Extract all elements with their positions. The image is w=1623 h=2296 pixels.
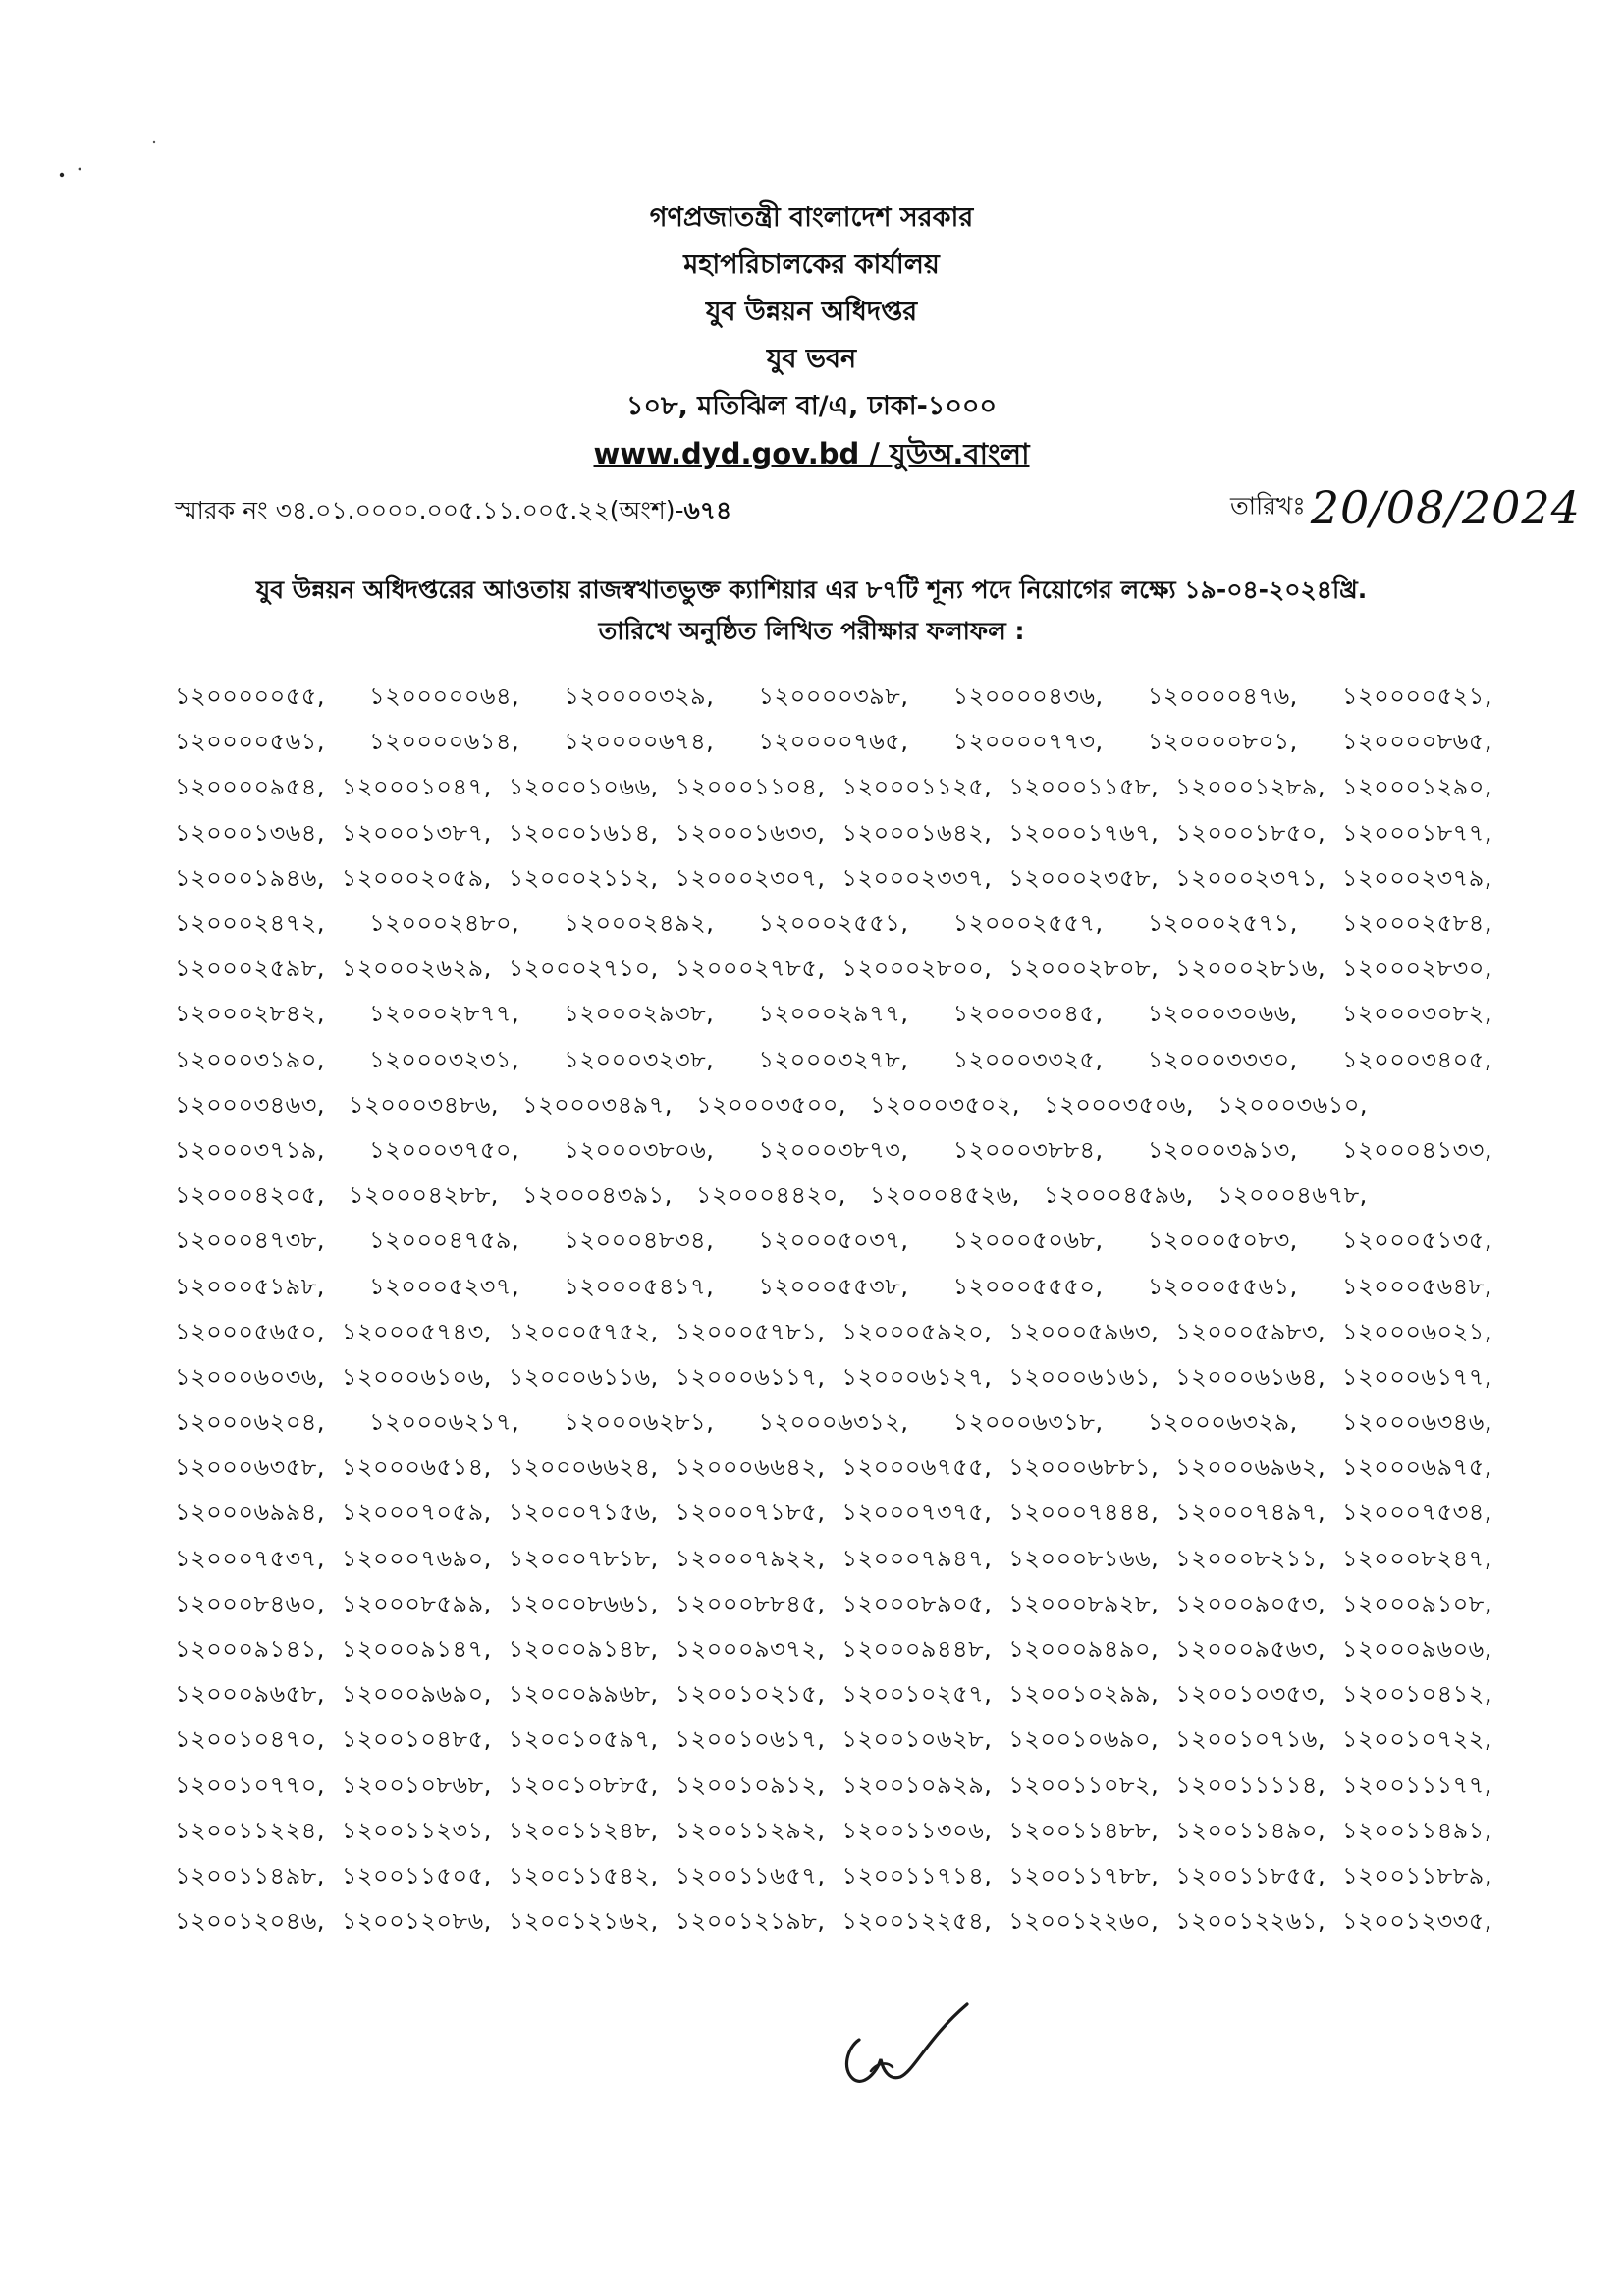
roll-number: ১২০০০৫০৮৩,	[1147, 1227, 1298, 1255]
handwritten-date: 20/08/2024	[1310, 481, 1581, 534]
office-address: ১০৮, মতিঝিল বা/এ, ঢাকা-১০০০	[625, 391, 998, 421]
result-row	[175, 1265, 1492, 1310]
date-label: তারিখঃ	[1230, 491, 1306, 520]
roll-number: ১২০০০৭৪৪৪,	[1008, 1499, 1160, 1527]
roll-number: ১২০০১১২৩১,	[341, 1816, 492, 1844]
roll-number: ১২০০১০৯২৯,	[841, 1771, 993, 1799]
roll-number: ১২০০০৭৩৭৫,	[841, 1499, 993, 1527]
result-row	[175, 902, 1492, 948]
roll-number: ১২০০০৬০২১,	[1341, 1317, 1492, 1345]
roll-number: ১২০০১২০৪৬,	[175, 1907, 325, 1936]
roll-number: ১২০০০১১৫৮,	[1008, 773, 1160, 801]
result-row	[175, 1175, 1492, 1220]
roll-number: ১২০০০৬৩১২,	[758, 1408, 909, 1437]
result-row	[175, 1039, 1492, 1084]
signature	[820, 1998, 1006, 2097]
roll-number: ১২০০১১৫৪২,	[508, 1861, 659, 1889]
roll-number: ১২০০০০৩৯৮,	[758, 683, 909, 711]
roll-number: ১২০০০২৫৯৮,	[175, 955, 325, 983]
roll-number: ১২০০০৭৬৯০,	[341, 1544, 492, 1572]
roll-number: ১২০০০২৭৮৫,	[675, 955, 826, 983]
notice-title	[147, 570, 1476, 652]
roll-number: ১২০০০৫৫৩৮,	[758, 1272, 909, 1300]
roll-number: ১২০০০২৮৩০,	[1341, 955, 1492, 983]
roll-number: ১২০০০০৬১৪,	[369, 728, 520, 756]
roll-number: ১২০০০৬২৮১,	[564, 1408, 715, 1437]
result-row	[175, 1628, 1492, 1673]
roll-number: ১২০০১০২৫৭,	[841, 1680, 993, 1709]
roll-number: ১২০০০৩০৬৬,	[1147, 1000, 1298, 1028]
roll-number: ১২০০০০৭৬৫,	[758, 728, 909, 756]
roll-number: ১২০০০২৫৫১,	[758, 909, 909, 938]
roll-number: ১২০০০২৩০৭,	[675, 863, 826, 892]
roll-number: ১২০০১০৮৮৫,	[508, 1771, 659, 1799]
result-row	[175, 1673, 1492, 1719]
roll-number: ১২০০০৮৯০৫,	[841, 1589, 993, 1617]
government-name: গণপ্রজাতন্ত্রী বাংলাদেশ সরকার	[649, 202, 974, 233]
roll-number: ১২০০০১৬১৪,	[508, 818, 659, 847]
roll-number: ১২০০০৩১৯০,	[175, 1045, 325, 1073]
roll-number: ১২০০০২৪৮০,	[369, 909, 520, 938]
office-header	[0, 194, 1623, 477]
roll-number: ১২০০০০৮০১,	[1147, 728, 1298, 756]
roll-number: ১২০০০৫৫৫০,	[952, 1272, 1104, 1300]
roll-number: ১২০০০০৭৭৩,	[952, 728, 1104, 756]
roll-number: ১২০০০৬১৬৪,	[1175, 1362, 1326, 1391]
roll-number: ১২০০০২৮১৬,	[1175, 955, 1326, 983]
roll-number: ১২০০১১৭৮৮,	[1008, 1861, 1160, 1889]
roll-number: ১২০০১০৬৯০,	[1008, 1725, 1160, 1754]
memo-row	[175, 481, 1581, 540]
result-row	[175, 948, 1492, 993]
roll-number: ১২০০০৩৫০২,	[870, 1090, 1021, 1119]
roll-number: ১২০০০৯১৪১,	[175, 1635, 325, 1664]
roll-number: ১২০০০৭১৫৬,	[508, 1499, 659, 1527]
office-name: মহাপরিচালকের কার্যালয়	[683, 249, 940, 280]
roll-number: ১২০০১১৪৯১,	[1342, 1816, 1492, 1844]
roll-number: ১২০০০৬১২৭,	[841, 1362, 993, 1391]
roll-number: ১২০০১২০৮৬,	[341, 1907, 492, 1936]
roll-number: ১২০০০০০৫৫,	[175, 683, 325, 711]
roll-number: ১২০০০৬৬২৪,	[508, 1453, 659, 1482]
roll-number: ১২০০০৪১৩৩,	[1342, 1135, 1492, 1164]
roll-number: ১২০০০১০৪৭,	[341, 773, 492, 801]
roll-number: ১২০০১০৫৯৭,	[508, 1725, 659, 1754]
roll-number: ১২০০১১৬৫৭,	[675, 1861, 826, 1889]
roll-number: ১২০০০৩৮৭৩,	[758, 1135, 909, 1164]
roll-number: ১২০০০০৫২১,	[1341, 683, 1492, 711]
roll-number: ১২০০০৩২৩৮,	[564, 1045, 715, 1073]
roll-number: ১২০০০২৫৮৪,	[1342, 909, 1492, 938]
roll-number: ১২০০০২৮০৮,	[1008, 955, 1160, 983]
roll-number: ১২০০০৯৪৪৮,	[841, 1635, 993, 1664]
roll-number: ১২০০১২৩৩৫,	[1341, 1907, 1492, 1936]
roll-number: ১২০০০২৫৭১,	[1147, 909, 1298, 938]
memo-reference	[175, 491, 731, 533]
roll-number: ১২০০০৩৩২৫,	[952, 1045, 1104, 1073]
result-row	[175, 1492, 1492, 1537]
roll-number: ১২০০০৩৮০৬,	[564, 1135, 715, 1164]
roll-number: ১২০০১০৯১২,	[675, 1771, 826, 1799]
roll-number: ১২০০০৬৩৪৬,	[1341, 1408, 1492, 1437]
roll-number: ১২০০০৪৭৩৮,	[175, 1227, 325, 1255]
roll-number: ১২০০০৭৫৩৪,	[1341, 1499, 1492, 1527]
roll-number: ১২০০০৭০৫৯,	[341, 1499, 492, 1527]
roll-number: ১২০০১২১৯৮,	[675, 1907, 826, 1936]
roll-number: ১২০০০৯৩৭২,	[675, 1635, 826, 1664]
roll-number: ১২০০০২৮০০,	[841, 955, 993, 983]
notice-title-line-2: তারিখে অনুষ্ঠিত লিখিত পরীক্ষার ফলাফল :	[598, 617, 1025, 645]
roll-number: ১২০০০৬৩১৮,	[952, 1408, 1104, 1437]
date-block	[1230, 481, 1581, 534]
roll-number: ১২০০১১৪৯০,	[1175, 1816, 1326, 1844]
result-row	[175, 1765, 1492, 1810]
roll-number: ১২০০১০৩৫৩,	[1175, 1680, 1326, 1709]
roll-number: ১২০০০৩৯১৩,	[1147, 1135, 1298, 1164]
roll-number: ১২০০০০৪৭৬,	[1147, 683, 1298, 711]
roll-number: ১২০০১০৪৮৫,	[341, 1725, 492, 1754]
roll-number: ১২০০১০৭৭০,	[175, 1771, 326, 1799]
roll-number: ১২০০০৩৩৩০,	[1147, 1045, 1298, 1073]
roll-number: ১২০০০৯৫৬৩,	[1175, 1635, 1326, 1664]
memo-number: ৬৭৪	[683, 496, 732, 524]
roll-number: ১২০০০৮৬৬১,	[508, 1589, 659, 1617]
result-row	[175, 1129, 1492, 1175]
roll-number: ১২০০০২৭১০,	[508, 955, 659, 983]
roll-number: ১২০০০২৯৩৮,	[564, 1000, 715, 1028]
roll-number: ১২০০১০২৯৯,	[1008, 1680, 1160, 1709]
result-row	[175, 1311, 1492, 1356]
roll-number: ১২০০০৫৯৬৩,	[1008, 1317, 1160, 1345]
roll-number: ১২০০০৬০৩৬,	[175, 1362, 326, 1391]
roll-number: ১২০০১০৭২২,	[1341, 1725, 1492, 1754]
result-row	[175, 1084, 1492, 1129]
roll-number: ১২০০০৫৭৮১,	[675, 1317, 826, 1345]
roll-number: ১২০০০৫১৯৮,	[175, 1272, 325, 1300]
roll-number: ১২০০১২২৬০,	[1008, 1907, 1160, 1936]
roll-number: ১২০০০৬১১৬,	[508, 1362, 659, 1391]
roll-number: ১২০০০৪২০৫,	[175, 1181, 325, 1210]
result-row	[175, 1583, 1492, 1628]
roll-number: ১২০০১০৮৬৮,	[341, 1771, 492, 1799]
roll-number: ১২০০০৮২৪৭,	[1341, 1544, 1492, 1572]
roll-number: ১২০০১১০৮২,	[1008, 1771, 1160, 1799]
roll-number: ১২০০০৮৪৬০,	[175, 1589, 325, 1617]
roll-number: ১২০০০৫২৩৭,	[369, 1272, 520, 1300]
roll-number: ১২০০০২০৫৯,	[341, 863, 492, 892]
roll-number: ১২০০০৩৫০০,	[695, 1090, 846, 1119]
roll-number: ১২০০১১২৯২,	[675, 1816, 826, 1844]
roll-number: ১২০০০২৩৩৭,	[841, 863, 993, 892]
roll-number: ১২০০০১৩৬৪,	[175, 818, 325, 847]
roll-number: ১২০০১১৮৫৫,	[1175, 1861, 1326, 1889]
roll-number: ১২০০০১৯৪৬,	[175, 863, 325, 892]
roll-number: ১২০০০১১২৫,	[841, 773, 993, 801]
roll-number: ১২০০০৯৯৬৮,	[508, 1680, 659, 1709]
result-row	[175, 1401, 1492, 1447]
roll-number: ১২০০০০৫৬১,	[175, 728, 325, 756]
roll-number: ১২০০০৬৯৯৪,	[175, 1499, 325, 1527]
roll-number: ১২০০১২২৬১,	[1175, 1907, 1326, 1936]
roll-number: ১২০০০৪২৮৮,	[348, 1181, 499, 1210]
roll-number: ১২০০০৬১৬১,	[1008, 1362, 1160, 1391]
roll-number: ১২০০০৫৪১৭,	[564, 1272, 715, 1300]
roll-number: ১২০০০৫৬৫০,	[175, 1317, 325, 1345]
roll-number: ১২০০০৬২১৭,	[369, 1408, 520, 1437]
roll-number: ১২০০০৯১০৮,	[1342, 1589, 1492, 1617]
result-row	[175, 1900, 1492, 1945]
roll-number: ১২০০০৮৫৯৯,	[341, 1589, 492, 1617]
roll-number: ১২০০০২১১২,	[508, 863, 659, 892]
roll-number: ১২০০০১২৯০,	[1341, 773, 1492, 801]
roll-number: ১২০০০১৬৪২,	[841, 818, 993, 847]
roll-number: ১২০০০৭৫৩৭,	[175, 1544, 326, 1572]
roll-number: ১২০০০২৪৭২,	[175, 909, 326, 938]
roll-number: ১২০০০৩৬১০,	[1217, 1090, 1369, 1119]
roll-number: ১২০০০৫০৬৮,	[952, 1227, 1104, 1255]
roll-number: ১২০০১১১৭৭,	[1341, 1771, 1492, 1799]
roll-number: ১২০০০৯৬৫৮,	[175, 1680, 325, 1709]
roll-number: ১২০০০৩৪০৫,	[1341, 1045, 1492, 1073]
roll-number: ১২০০০৪৫৯৬,	[1043, 1181, 1194, 1210]
roll-number: ১২০০০৩০৪৫,	[952, 1000, 1104, 1028]
roll-number: ১২০০০৪৩৯১,	[521, 1181, 673, 1210]
roll-number: ১২০০০২৫৫৭,	[952, 909, 1104, 938]
roll-number: ১২০০০২৩৭৯,	[1341, 863, 1492, 892]
roll-number: ১২০০০৯১৪৭,	[341, 1635, 492, 1664]
roll-number: ১২০০০৪৪২০,	[695, 1181, 846, 1210]
roll-number: ১২০০০০৪৩৬,	[952, 683, 1104, 711]
roll-number: ১২০০১২২৫৪,	[841, 1907, 993, 1936]
roll-number: ১২০০০০৯৫৪,	[175, 773, 325, 801]
roll-number: ১২০০০২৪৯২,	[564, 909, 715, 938]
roll-number: ১২০০০৫০৩৭,	[758, 1227, 909, 1255]
roll-number: ১২০০১২১৬২,	[508, 1907, 659, 1936]
roll-number: ১২০০০৮৯২৮,	[1008, 1589, 1160, 1617]
roll-number: ১২০০০১৭৬৭,	[1008, 818, 1160, 847]
roll-number: ১২০০১১৫০৫,	[341, 1861, 492, 1889]
roll-number: ১২০০১০৪৭০,	[175, 1725, 325, 1754]
roll-number: ১২০০০৭৮১৮,	[508, 1544, 659, 1572]
roll-number: ১২০০০৬৩৫৮,	[175, 1453, 325, 1482]
roll-number: ১২০০১০৬২৮,	[841, 1725, 993, 1754]
memo-prefix: স্মারক নং ৩৪.০১.০০০০.০০৫.১১.০০৫.২২(অংশ)-	[175, 496, 684, 524]
result-row	[175, 1810, 1492, 1855]
roll-number: ১২০০০০০৬৪,	[369, 683, 520, 711]
roll-number: ১২০০০০৬৭৪,	[564, 728, 715, 756]
roll-number: ১২০০০৪৬৭৮,	[1217, 1181, 1368, 1210]
roll-number: ১২০০০৩৪৯৭,	[522, 1090, 673, 1119]
roll-number: ১২০০০৩৮৮৪,	[952, 1135, 1104, 1164]
roll-number: ১২০০০৩৭১৯,	[175, 1135, 325, 1164]
roll-number: ১২০০১১৩০৬,	[841, 1816, 993, 1844]
roll-number: ১২০০০২৮৪২,	[175, 1000, 325, 1028]
roll-number: ১২০০০৫৭৫২,	[508, 1317, 659, 1345]
roll-number: ১২০০০৭৯৪৭,	[841, 1544, 993, 1572]
roll-number: ১২০০০৪৭৫৯,	[369, 1227, 520, 1255]
roll-number: ১২০০০৩৫০৬,	[1044, 1090, 1195, 1119]
roll-number: ১২০০১১৭১৪,	[841, 1861, 993, 1889]
roll-number: ১২০০০৩০৮২,	[1341, 1000, 1492, 1028]
roll-number: ১২০০১০৪১২,	[1342, 1680, 1492, 1709]
roll-number: ১২০০০৮১৬৬,	[1008, 1544, 1160, 1572]
roll-number: ১২০০০৫৭৪৩,	[341, 1317, 492, 1345]
roll-number: ১২০০০৫৬৪৮,	[1341, 1272, 1492, 1300]
roll-number: ১২০০০৬৮৮১,	[1008, 1453, 1160, 1482]
roll-number: ১২০০০০৮৬৫,	[1341, 728, 1492, 756]
roll-number: ১২০০০৯৬৯০,	[341, 1680, 492, 1709]
result-row	[175, 993, 1492, 1038]
roll-number: ১২০০০১২৮৯,	[1175, 773, 1326, 801]
roll-number: ১২০০০২৩৫৮,	[1008, 863, 1160, 892]
roll-number: ১২০০০৬৫১৪,	[341, 1453, 492, 1482]
roll-number: ১২০০০৭৪৯৭,	[1175, 1499, 1326, 1527]
result-row	[175, 1538, 1492, 1583]
roll-number: ১২০০০৬৩২৯,	[1147, 1408, 1298, 1437]
roll-number: ১২০০০৬৬৪২,	[675, 1453, 826, 1482]
scan-marks	[54, 137, 172, 196]
roll-number: ১২০০০১১০৪,	[675, 773, 826, 801]
notice-title-line-1: যুব উন্নয়ন অধিদপ্তরের আওতায় রাজস্বখাতভুক্ত ক্যাশিয়ার এর ৮৭টি শূন্য পদে নিয়োগের লক্ষ্যে ১৯-০৪-২০২৪খ্রি.	[255, 575, 1368, 604]
roll-number: ১২০০০৩২৩১,	[369, 1045, 520, 1073]
website-link[interactable]: www.dyd.gov.bd / যুউঅ.বাংলা	[593, 437, 1030, 470]
roll-number: ১২০০০০৩২৯,	[564, 683, 715, 711]
roll-number: ১২০০০৮৮৪৫,	[675, 1589, 826, 1617]
roll-number-list	[175, 676, 1492, 1945]
result-row	[175, 1447, 1492, 1492]
roll-number: ১২০০১০৭১৬,	[1175, 1725, 1326, 1754]
roll-number: ১২০০০৬১৭৭,	[1341, 1362, 1492, 1391]
roll-number: ১২০০১১৮৮৯,	[1342, 1861, 1492, 1889]
roll-number: ১২০০০৬২০৪,	[175, 1408, 326, 1437]
roll-number: ১২০০০৩৭৫০,	[369, 1135, 520, 1164]
roll-number: ১২০০০৬১১৭,	[675, 1362, 826, 1391]
roll-number: ১২০০০৩২৭৮,	[758, 1045, 909, 1073]
roll-number: ১২০০০২৬২৯,	[341, 955, 492, 983]
result-row	[175, 1719, 1492, 1764]
roll-number: ১২০০০১৬৩৩,	[675, 818, 826, 847]
roll-number: ১২০০০১০৬৬,	[508, 773, 659, 801]
roll-number: ১২০০০৯৬০৬,	[1341, 1635, 1492, 1664]
roll-number: ১২০০১১১১৪,	[1175, 1771, 1326, 1799]
roll-number: ১২০০০৬৯৬২,	[1175, 1453, 1326, 1482]
roll-number: ১২০০০২৯৭৭,	[758, 1000, 909, 1028]
roll-number: ১২০০০৬১০৬,	[341, 1362, 492, 1391]
roll-number: ১২০০০৫১৩৫,	[1342, 1227, 1492, 1255]
roll-number: ১২০০১০২১৫,	[675, 1680, 826, 1709]
roll-number: ১২০০০১৩৮৭,	[341, 818, 492, 847]
roll-number: ১২০০১১২৪৮,	[508, 1816, 659, 1844]
roll-number: ১২০০০১৮৫০,	[1175, 818, 1326, 847]
roll-number: ১২০০০৯০৫৩,	[1175, 1589, 1326, 1617]
result-row	[175, 812, 1492, 857]
roll-number: ১২০০১০৬১৭,	[675, 1725, 826, 1754]
roll-number: ১২০০০১৮৭৭,	[1342, 818, 1492, 847]
result-row	[175, 1855, 1492, 1900]
roll-number: ১২০০০৩৪৮৬,	[349, 1090, 499, 1119]
roll-number: ১২০০০৫৯২০,	[841, 1317, 993, 1345]
roll-number: ১২০০০৮২১১,	[1175, 1544, 1326, 1572]
result-row	[175, 766, 1492, 811]
result-row	[175, 857, 1492, 902]
result-row	[175, 721, 1492, 766]
roll-number: ১২০০০৫৯৮৩,	[1175, 1317, 1326, 1345]
roll-number: ১২০০০৩৪৬৩,	[175, 1090, 326, 1119]
roll-number: ১২০০১১৪৯৮,	[175, 1861, 325, 1889]
result-row	[175, 1356, 1492, 1401]
roll-number: ১২০০০৫৫৬১,	[1147, 1272, 1298, 1300]
roll-number: ১২০০০৯১৪৮,	[508, 1635, 659, 1664]
building-name: যুব ভবন	[766, 344, 857, 374]
roll-number: ১২০০১১২২৪,	[175, 1816, 325, 1844]
roll-number: ১২০০১১৪৮৮,	[1008, 1816, 1160, 1844]
roll-number: ১২০০০৭৯২২,	[675, 1544, 826, 1572]
roll-number: ১২০০০২৮৭৭,	[369, 1000, 520, 1028]
result-row	[175, 676, 1492, 721]
roll-number: ১২০০০৪৮৩৪,	[564, 1227, 715, 1255]
roll-number: ১২০০০৪৫২৬,	[869, 1181, 1020, 1210]
roll-number: ১২০০০৬৯৭৫,	[1341, 1453, 1492, 1482]
roll-number: ১২০০০৭১৮৫,	[675, 1499, 826, 1527]
roll-number: ১২০০০৯৪৯০,	[1008, 1635, 1160, 1664]
roll-number: ১২০০০২৩৭১,	[1175, 863, 1326, 892]
result-row	[175, 1220, 1492, 1265]
department-name: যুব উন্নয়ন অধিদপ্তর	[705, 297, 918, 327]
roll-number: ১২০০০৬৭৫৫,	[841, 1453, 993, 1482]
